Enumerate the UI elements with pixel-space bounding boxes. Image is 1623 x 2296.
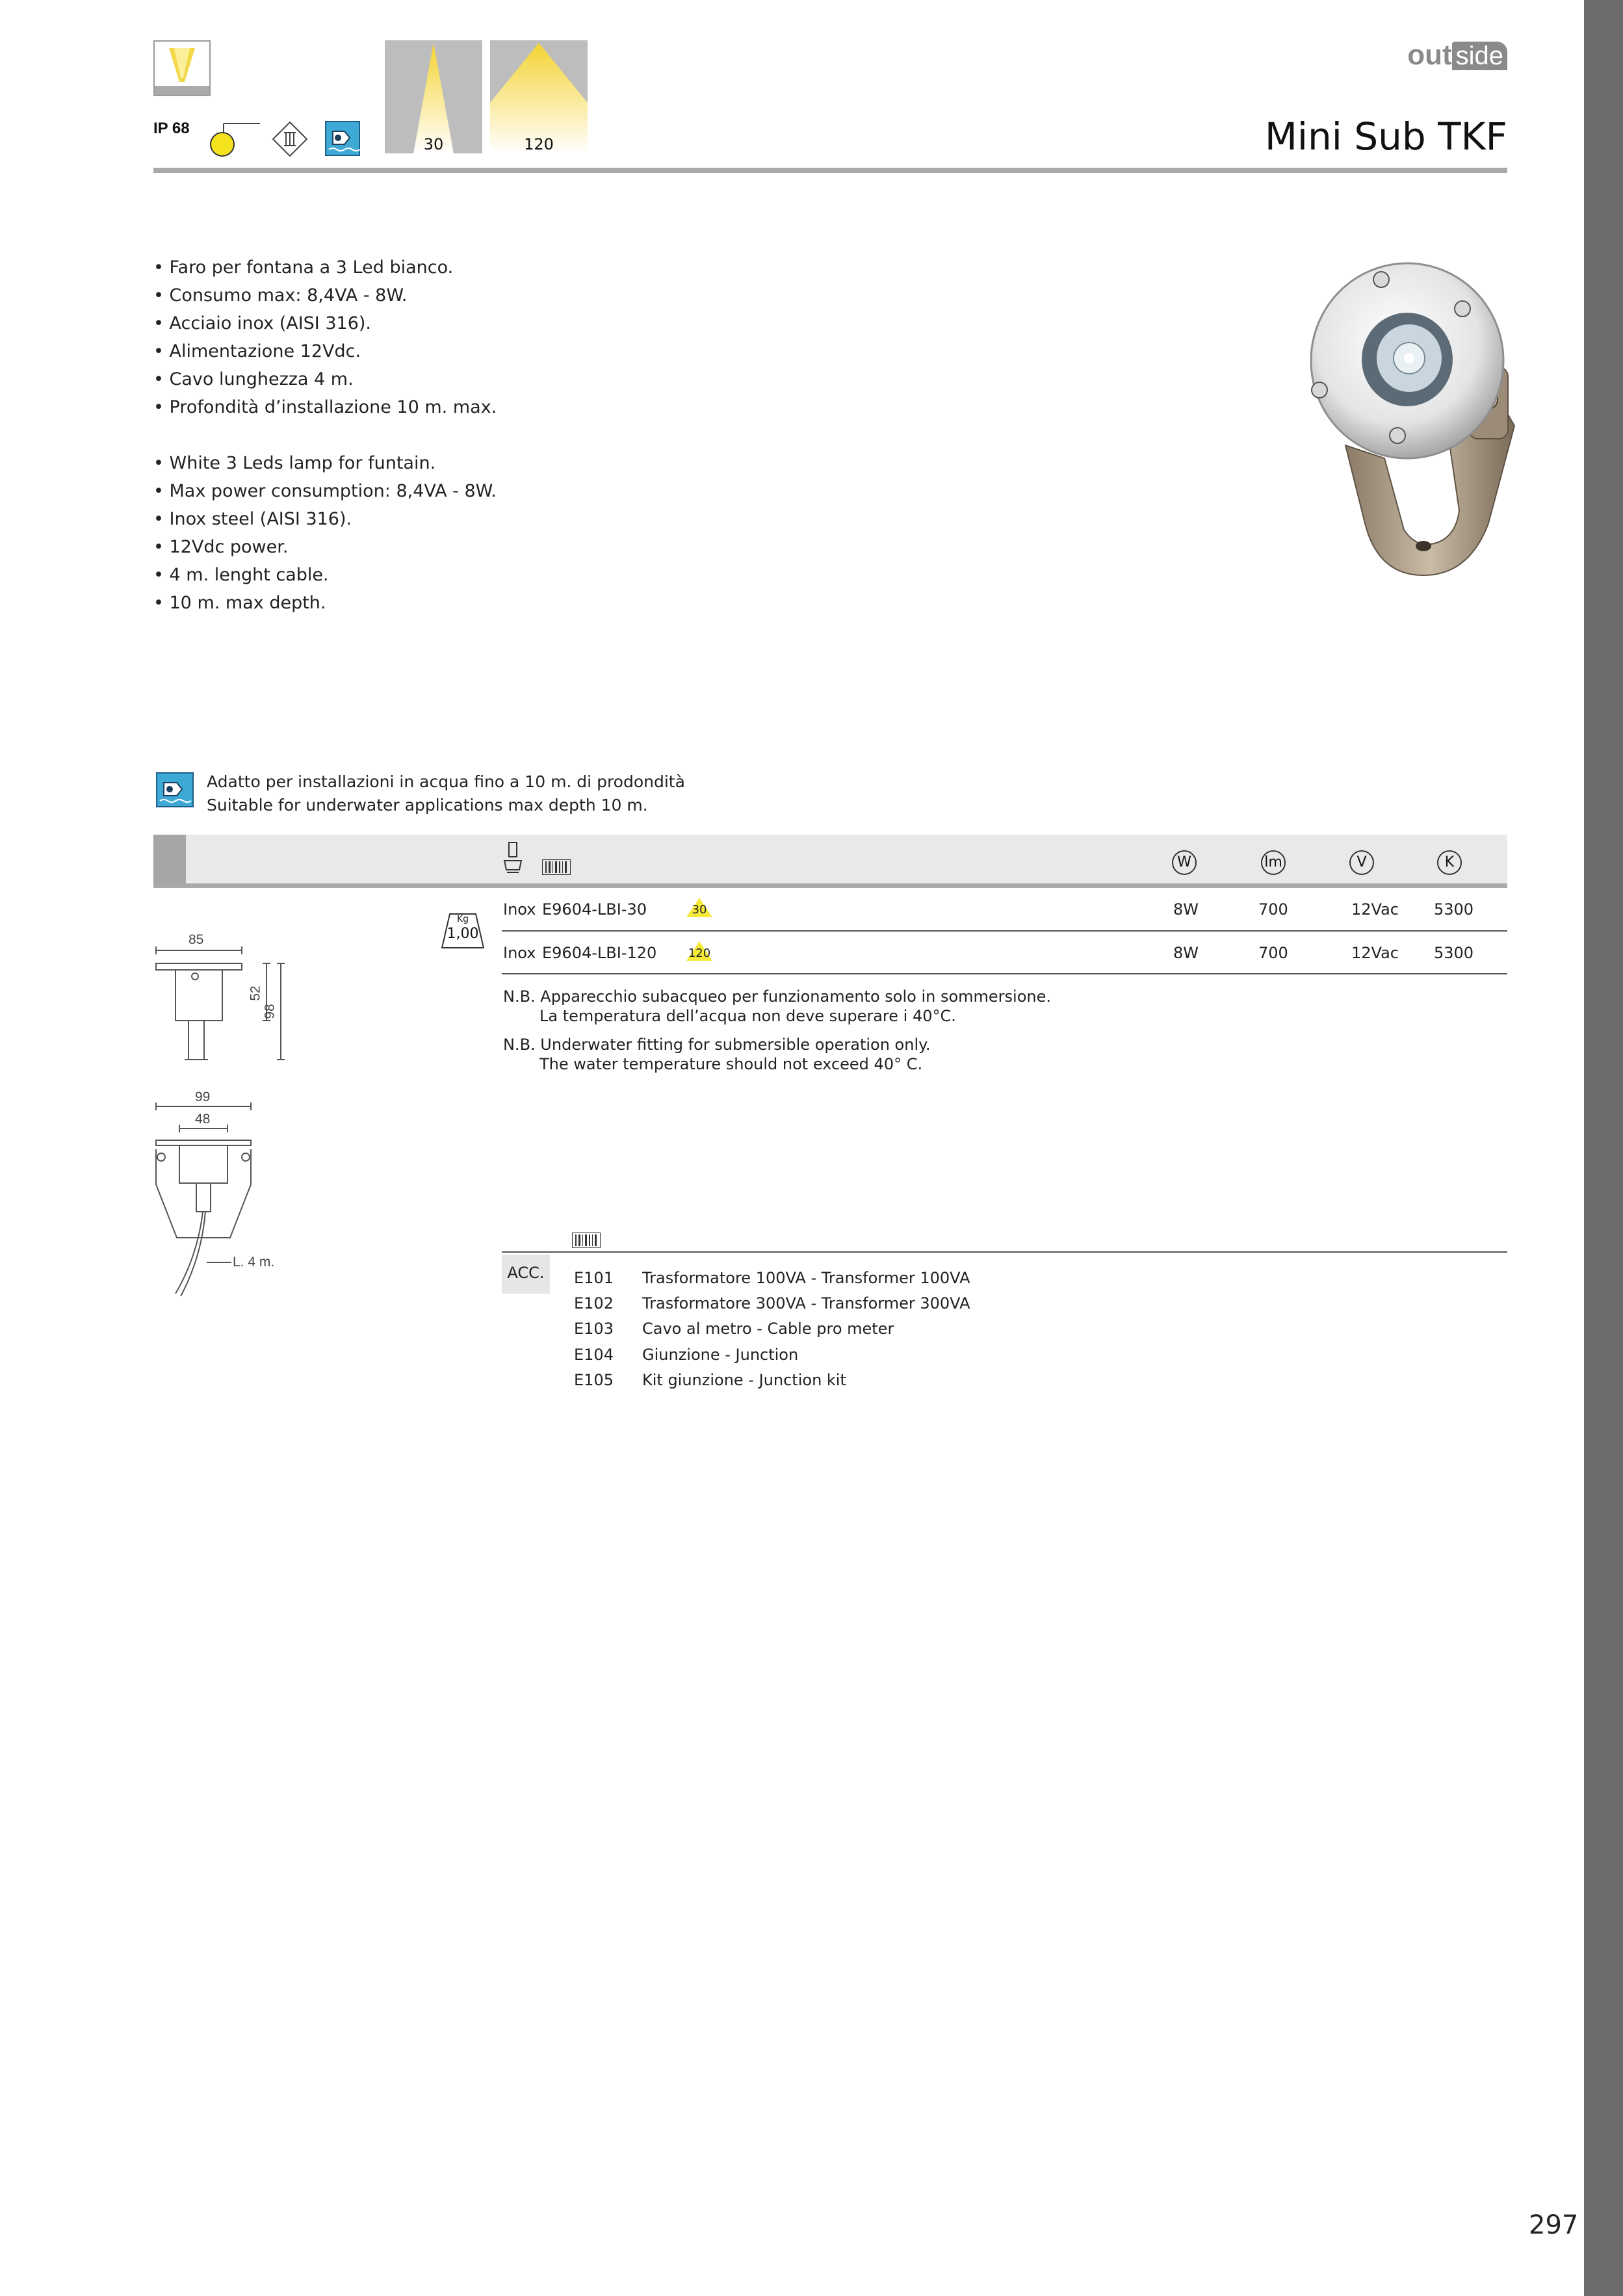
accessory-code: E104 bbox=[574, 1346, 614, 1364]
page-number: 297 bbox=[1529, 2210, 1579, 2240]
accessory-desc: Trasformatore 300VA - Transformer 300VA bbox=[642, 1294, 970, 1312]
brand-logo-right: side bbox=[1452, 42, 1507, 70]
feature-it-item: • Cavo lunghezza 4 m. bbox=[153, 369, 354, 389]
feature-it-item: • Faro per fontana a 3 Led bianco. bbox=[153, 257, 454, 278]
header-divider bbox=[153, 168, 1507, 173]
accessory-row bbox=[574, 1371, 846, 1389]
feature-en-item: • 4 m. lenght cable. bbox=[153, 565, 329, 585]
suitability-it: Adatto per installazioni in acqua fino a 10 m. di prodondità bbox=[207, 772, 685, 791]
dim-top-width: 85 bbox=[188, 932, 204, 947]
lamp-type-icon bbox=[502, 841, 524, 878]
ip-rating: IP 68 bbox=[153, 120, 190, 137]
accessory-desc: Giunzione - Junction bbox=[642, 1346, 799, 1364]
beam-30-icon bbox=[385, 40, 482, 153]
beam-30-label: 30 bbox=[423, 135, 444, 153]
weight-badge bbox=[441, 913, 485, 949]
row-lumen: 700 bbox=[1258, 900, 1288, 919]
row-volt: 12Vac bbox=[1351, 900, 1399, 919]
row-kelvin: 5300 bbox=[1434, 900, 1474, 919]
table-row bbox=[502, 900, 1507, 926]
note-en-line-1: N.B. Underwater fitting for submersible operation only. bbox=[503, 1036, 931, 1054]
accessories-label: ACC. bbox=[502, 1255, 550, 1294]
accessory-desc: Cavo al metro - Cable pro meter bbox=[642, 1320, 894, 1338]
product-photo bbox=[1293, 250, 1540, 584]
accessory-row bbox=[574, 1320, 894, 1338]
dim-bracket-width: 99 bbox=[195, 1089, 211, 1104]
accessory-barcode-icon bbox=[572, 1233, 601, 1251]
note-it bbox=[503, 987, 1051, 1026]
feature-en-item: • Max power consumption: 8,4VA - 8W. bbox=[153, 481, 497, 501]
row-beam-badge bbox=[685, 896, 714, 919]
note-en bbox=[503, 1035, 931, 1074]
feature-it-item: • Acciaio inox (AISI 316). bbox=[153, 313, 372, 333]
row-beam-badge bbox=[685, 940, 714, 962]
row-watt: 8W bbox=[1173, 944, 1199, 962]
row-finish: Inox bbox=[503, 944, 536, 962]
weight-value: 1,00 bbox=[447, 926, 479, 942]
note-it-line-2: La temperatura dell’acqua non deve superare i 40°C. bbox=[539, 1007, 956, 1025]
feature-en-item: • White 3 Leds lamp for funtain. bbox=[153, 453, 436, 473]
feature-it-item: • Consumo max: 8,4VA - 8W. bbox=[153, 285, 408, 306]
row-lumen: 700 bbox=[1258, 944, 1288, 962]
note-en-line-2: The water temperature should not exceed 40° C. bbox=[539, 1055, 923, 1073]
row-code: E9604-LBI-30 bbox=[542, 900, 647, 919]
row-kelvin: 5300 bbox=[1434, 944, 1474, 962]
row-divider bbox=[502, 973, 1507, 974]
accessory-desc: Trasformatore 100VA - Transformer 100VA bbox=[642, 1269, 970, 1287]
watt-header: W bbox=[1172, 850, 1197, 875]
table-row bbox=[502, 944, 1507, 970]
beam-120-icon bbox=[490, 40, 588, 153]
row-watt: 8W bbox=[1173, 900, 1199, 919]
brand-logo bbox=[1407, 39, 1507, 72]
feature-list bbox=[153, 254, 497, 617]
accessory-row bbox=[574, 1294, 970, 1312]
underwater-small-icon bbox=[156, 772, 194, 810]
light-direction-icon bbox=[153, 40, 211, 96]
accessory-code: E101 bbox=[574, 1269, 614, 1287]
accessory-row bbox=[574, 1346, 799, 1364]
spec-table-header bbox=[153, 835, 1507, 883]
feature-en-item: • 10 m. max depth. bbox=[153, 593, 326, 613]
accessories-rule bbox=[502, 1251, 1507, 1253]
row-finish: Inox bbox=[503, 900, 536, 919]
class-three-icon bbox=[270, 120, 309, 161]
row-beam-value: 120 bbox=[688, 946, 711, 960]
accessory-code: E103 bbox=[574, 1320, 614, 1338]
barcode-icon bbox=[542, 859, 571, 878]
feature-it-item: • Alimentazione 12Vdc. bbox=[153, 341, 361, 361]
accessory-code: E102 bbox=[574, 1294, 614, 1312]
weight-unit: Kg bbox=[456, 914, 469, 924]
feature-it-item: • Profondità d’installazione 10 m. max. bbox=[153, 397, 497, 417]
dim-total-height: 98 bbox=[262, 1004, 278, 1019]
front-dimension-drawing bbox=[151, 1087, 294, 1308]
spec-table-header-marker bbox=[153, 835, 186, 883]
dim-inner-width: 48 bbox=[195, 1112, 211, 1127]
side-dimension-drawing bbox=[151, 930, 294, 1073]
page-side-bar bbox=[1584, 0, 1623, 2296]
feature-en-item: • 12Vdc power. bbox=[153, 537, 289, 557]
accessory-code: E105 bbox=[574, 1371, 614, 1389]
volt-header: V bbox=[1349, 850, 1374, 875]
ball-lamp-icon bbox=[207, 118, 261, 161]
accessory-desc: Kit giunzione - Junction kit bbox=[642, 1371, 846, 1389]
underwater-icon bbox=[325, 121, 360, 159]
kelvin-header: K bbox=[1437, 850, 1462, 875]
feature-en-item: • Inox steel (AISI 316). bbox=[153, 509, 352, 529]
dim-body-height: 52 bbox=[248, 985, 263, 1001]
dim-cable-length: L. 4 m. bbox=[233, 1255, 275, 1270]
beam-120-label: 120 bbox=[524, 135, 554, 153]
lumen-header: lm bbox=[1261, 850, 1286, 875]
accessory-row bbox=[574, 1269, 970, 1287]
row-code: E9604-LBI-120 bbox=[542, 944, 657, 962]
row-divider bbox=[502, 930, 1507, 932]
suitability-en: Suitable for underwater applications max depth 10 m. bbox=[207, 796, 648, 815]
brand-logo-left: out bbox=[1407, 39, 1452, 71]
product-title: Mini Sub TKF bbox=[1264, 114, 1507, 159]
table-header-rule bbox=[153, 883, 1507, 888]
suitability-note bbox=[207, 770, 685, 817]
row-volt: 12Vac bbox=[1351, 944, 1399, 962]
row-beam-value: 30 bbox=[692, 903, 707, 917]
note-it-line-1: N.B. Apparecchio subacqueo per funzionamento solo in sommersione. bbox=[503, 987, 1051, 1006]
